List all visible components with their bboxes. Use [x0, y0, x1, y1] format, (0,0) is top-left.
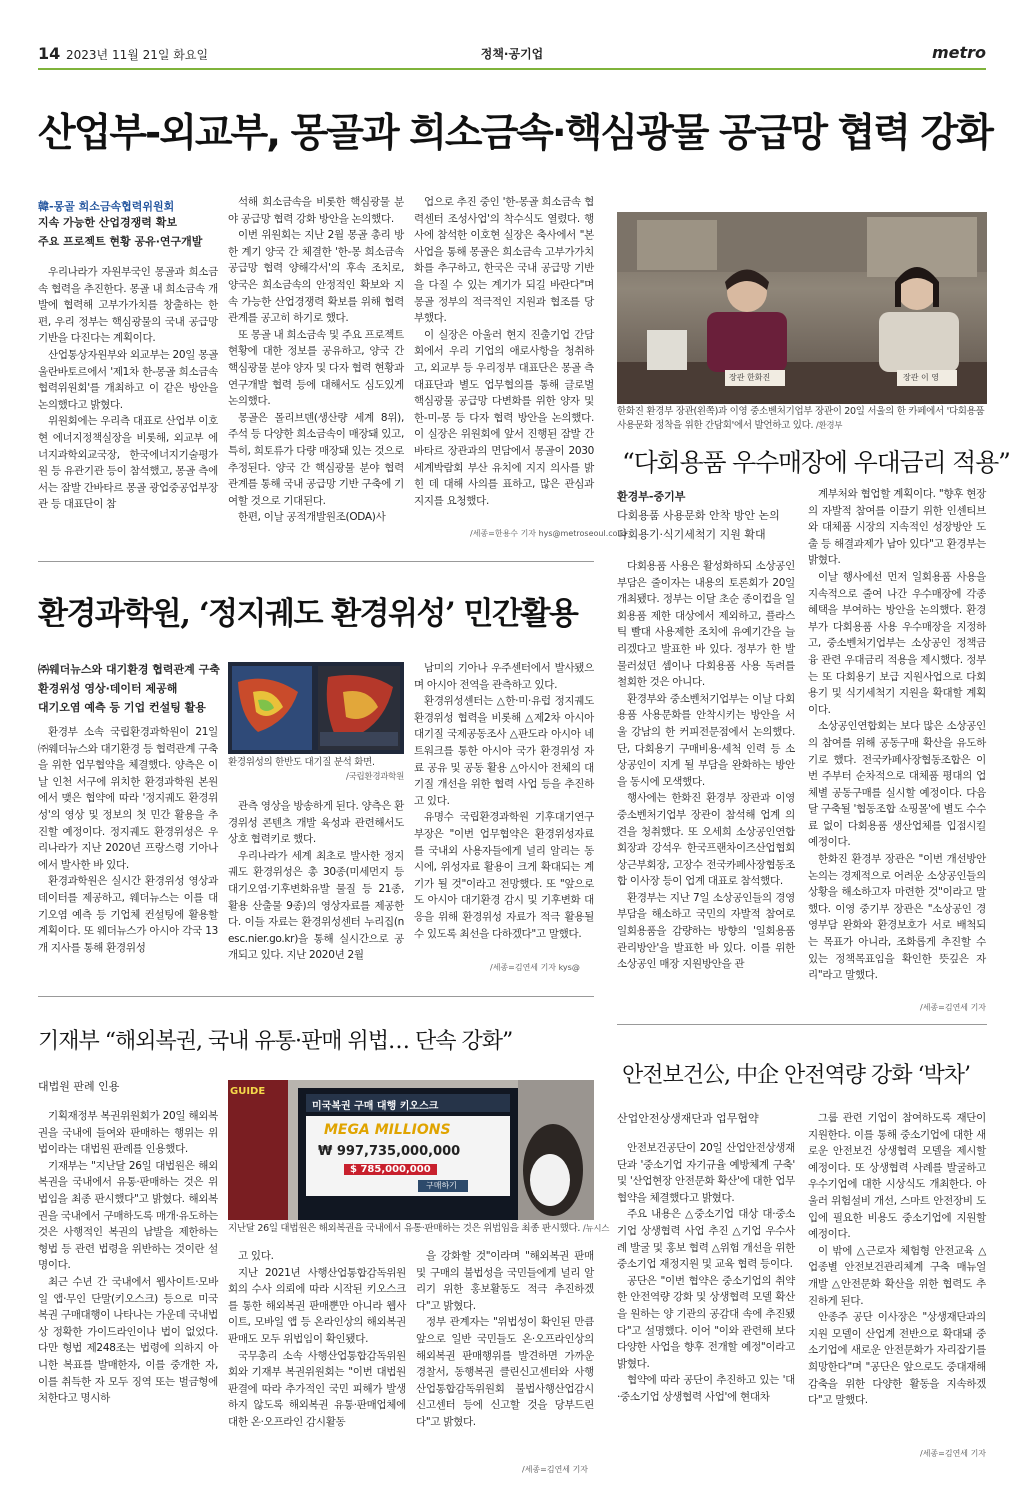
article5-sub1: 산업안전상생재단과 업무협약	[617, 1112, 759, 1125]
issue-date: 2023년 11월 21일 화요일	[66, 48, 209, 62]
page-header	[38, 40, 986, 70]
meeting-photo	[617, 212, 987, 404]
article3-headline: 환경과학원, ‘정지궤도 환경위성’ 민간활용	[38, 596, 578, 632]
article1-kicker: 韓-몽골 희소금속협력위원회	[38, 200, 175, 213]
article1-col2: 석해 희소금속을 비롯한 핵심광물 분야 공급망 협력 강화 방안을 논의했다. 이번 위원회는 지난 2월 몽골 총리 방한 계기 양국 간 체결한 '한-몽 희소금속 공급망 협력 양해각서'의 후속 조치로, 양국은 희소금속의 안정적인 확보와 지속 가능한 산업경쟁력 확보를 위해 협력 관계를 공고히 하기로 했다. 또 몽골 내 희소금속 및 주요 프로젝트 현황에 대한 정보를 공유하고, 양국 간 핵심광물 분야 양자 및 다자 협력 현황과 연구개발 협력 등에 대해서도 심도있게 논의했다. 몽골은 몰리브덴(생산량 세계 8위), 주석 등 다양한 희소금속이 매장돼 있고, 특히, 희토류가 다량 매장돼 있는 것으로 추정된다. 양국 간 핵심광물 분야 협력 관계를 통해 국내 공급망 기반 구축에 기여할 것으로 기대된다. 한편, 이날 공적개발원조(ODA)사	[228, 196, 404, 524]
nameplate-right: 장관 이 영	[903, 373, 939, 382]
article4-sub1: 대법원 판례 인용	[38, 1080, 120, 1093]
page-number: 14	[38, 44, 61, 63]
lottery-kiosk-photo	[228, 1080, 594, 1220]
lotto-brand: MEGA MILLIONS	[324, 1122, 451, 1138]
article1-byline: /세종=한용수 기자 hys@metroseoul.co.kr	[470, 529, 628, 538]
nameplate-left: 장관 한화진	[729, 373, 771, 382]
article3-col2: 관측 영상을 방송하게 된다. 양측은 환경위성 콘텐츠 개발 육성과 관련해서도 상호 협력키로 했다. 우리나라가 세계 최초로 발사한 정지궤도 환경위성은 총 30종(미세먼지 등 대기오염·기후변화유발 물질 등 21종, 활용 산출물 9종)의 영상자료를 제공한다. 이들 자료는 환경위성센터 누리집(nesc.nier.go.kr)을 통해 실시간으로 공개되고 있다. 지난 2020년 2월	[228, 800, 404, 962]
article1-headline: 산업부-외교부, 몽골과 희소금속·핵심광물 공급망 협력 강화	[38, 111, 992, 156]
buy-button-label: 구매하기	[426, 1181, 457, 1190]
photo3-credit: /뉴시스	[582, 1224, 610, 1234]
article5-byline: /세종=김연세 기자	[920, 1449, 987, 1458]
sign-kiosk: 미국복권 구매 대행 키오스크	[312, 1101, 439, 1112]
article3-col1: 환경부 소속 국립환경과학원이 21일 ㈜웨더뉴스와 대기환경 등 협력관계 구축을 위한 업무협약을 체결했다. 양측은 이날 인천 서구에 위치한 환경과학원 본원에서 맺은 협약에 따라 '정지궤도 환경위성'의 영상 및 정보의 첫 민간 활용을 추진할 예정이다. 정지궤도 환경위성은 우리나라가 지난 2020년 프랑스령 기아나에서 발사한 바 있다. 환경과학원은 실시간 환경위성 영상과 데이터를 제공하고, 웨더뉴스는 이를 대기오염 예측 등 기업체 컨설팅에 활용할 계획이다. 또 웨더뉴스가 아시아 각국 13개 지사를 통해 환경위성	[38, 726, 218, 954]
article3-byline: /세종=김연세 기자 kys@	[490, 963, 580, 972]
article2-headline: “다회용품 우수매장에 우대금리 적용”	[622, 448, 1010, 477]
article2-sub1: 다회용품 사용문화 안착 방안 논의	[617, 509, 780, 522]
article3-sub2: 대기오염 예측 등 기업 컨설팅 활용	[38, 701, 206, 714]
article5-col2: 그룹 관련 기업이 참여하도록 재단이 지원한다. 이를 통해 중소기업에 대한 새로운 안전보건 상생협력 모델을 제시할 예정이다. 또 상생협력 사례를 발굴하고 우수기업에 대한 시상식도 개최한다. 아울러 위험설비 개선, 스마트 안전장비 도입에 필요한 비용도 중소기업에 지원할 예정이다. 이 밖에 △근로자 체험형 안전교육 △업종별 안전보건관리체계 구축 매뉴얼 개발 △안전문화 확산을 위한 협력도 추진하게 된다. 안종주 공단 이사장은 "상생재단과의 지원 모델이 산업계 전반으로 확대돼 중소기업에 새로운 안전문화가 자리잡기를 희망한다"며 "공단은 앞으로도 중대재해 감축을 위한 다양한 활동을 지속하겠다"고 말했다.	[808, 1112, 986, 1407]
article2-col1: 다회용품 사용은 활성화하되 소상공인 부담은 줄이자는 내용의 토론회가 20일 개최됐다. 정부는 이달 초순 종이컵을 일회용품 제한 대상에서 제외하고, 플라스틱 빨대 사용제한 조치에 유예기간을 늘리겠다고 발표한 바 있다. 정부가 한 발 물러섰던 셈이나 다회용품 사용 독려를 철회한 것은 아니다. 환경부와 중소벤처기업부는 이날 다회용품 사용문화를 안착시키는 방안을 서울 강남의 한 커피전문점에서 논의했다. 단, 다회용기 구매비용·세척 인력 등 소상공인이 지게 될 부담을 완화하는 방안을 동시에 모색했다. 행사에는 한화진 환경부 장관과 이영 중소벤처기업부 장관이 참석해 업계 의견을 청취했다. 또 오세희 소상공인연합회장과 강석우 한국프랜차이즈산업협회 상근부회장, 고장수 전국카페사장협동조합 이사장 등이 업계 대표로 참석했다. 환경부는 지난 7일 소상공인들의 경영부담을 해소하고 국민의 자발적 참여로 일회용품을 감량하는 방향의 '일회용품 관리방안'을 발표한 바 있다. 이를 위한 소상공인 매장 지원방안을 관	[617, 560, 795, 971]
article1-sub1: 지속 가능한 산업경쟁력 확보	[38, 216, 177, 229]
photo3-caption: 지난달 26일 대법원은 해외복권을 국내에서 유통·판매하는 것은 위법임을 최종 판시했다. /뉴시스	[228, 1223, 610, 1234]
article2-kicker: 환경부-중기부	[617, 490, 686, 503]
article4-byline: /세종=김연세 기자	[522, 1465, 589, 1474]
sign-guide: GUIDE	[230, 1086, 266, 1097]
photo2-caption: 환경위성의 한반도 대기질 분석 화면. /국립환경과학원	[228, 757, 404, 782]
article4-col1: 기획재정부 복권위원회가 20일 해외복권을 국내에 들여와 판매하는 행위는 위법이라는 대법원 판례를 인용했다. 기재부는 "지난달 26일 대법원은 해외복권을 국내에서 유통·판매하는 것은 위법임을 최종 판시했다"고 밝혔다. 해외복권을 국내에서 구매하도록 매개·유도하는 것은 사행적인 복권의 남발을 제한하는 형법 등 관련 법령을 위반하는 것이란 설명이다. 최근 수년 간 국내에서 웹사이트·모바일 앱·무인 단말(키오스크) 등으로 미국 복권 구매대행이 나타나는 가운데 국내법상 정확한 가이드라인이나 법이 없었다. 다만 형법 제248조는 법령에 의하지 아니한 복표를 발매한자, 이를 중개한 자, 이를 취득한 자 모두 징역 또는 벌금형에 처한다고 명시하	[38, 1110, 218, 1405]
satellite-photo	[228, 662, 404, 754]
section-name: 정책·공기업	[480, 47, 544, 61]
photo2-credit: /국립환경과학원	[346, 772, 404, 782]
metro-logo: metro	[931, 43, 986, 62]
satellite-map-illustration	[228, 662, 404, 754]
jackpot-usd: $ 785,000,000	[344, 1164, 437, 1175]
article2-sub2: 다회용기·식기세척기 지원 확대	[617, 528, 766, 541]
photo1-caption: 한화진 환경부 장관(왼쪽)과 이영 중소벤처기업부 장관이 20일 서울의 한 카페에서 '다회용품 사용문화 정착을 위한 간담회'에서 발언하고 있다. /환경부	[617, 406, 985, 431]
article5-col1: 안전보건공단이 20일 산업안전상생재단과 '중소기업 자기규율 예방체계 구축' 및 '산업현장 안전문화 확산'에 대한 업무협약을 체결했다고 밝혔다. 주요 내용은 △중소기업 대상 대·중소기업 상생협력 사업 추진 △기업 우수사례 발굴 및 홍보 협력 △위험 개선을 위한 중소기업 재정지원 및 교육 협력 등이다. 공단은 "이번 협약은 중소기업의 취약한 안전역량 강화 및 상생협력 모델 확산을 원하는 양 기관의 공감대 속에 추진됐다"고 설명했다. 이어 "이와 관련해 보다 다양한 사업을 향후 전개할 예정"이라고 밝혔다. 협약에 따라 공단이 추진하고 있는 '대·중소기업 상생협력 사업'에 현대차	[617, 1142, 795, 1403]
article3-sub1: 환경위성 영상·데이터 제공해	[38, 682, 178, 695]
article4-col3: 을 강화할 것"이라며 "해외복권 판매 및 구매의 불법성을 국민들에게 널리 알리기 위한 홍보활동도 적극 추진하겠다"고 밝혔다. 정부 관계자는 "위법성이 확인된 만큼 앞으로 일반 국민들도 온·오프라인상의 해외복권 판매행위를 발견하면 가까운 경찰서, 동행복권 클린신고센터와 사행산업통합감독위원회 불법사행산업감시신고센터 등에 신고할 것을 당부드린다"고 밝혔다.	[416, 1250, 594, 1428]
divider	[38, 561, 594, 562]
article1-col3: 업으로 추진 중인 '한-몽골 희소금속 협력센터 조성사업'의 착수식도 열렸다. 행사에 참석한 이호현 실장은 축사에서 "본 사업을 통해 몽골은 희소금속 고부가가치화를 추구하고, 한국은 국내 공급망 기반을 다질 수 있는 계기가 되길 바란다"며 몽골 정부의 적극적인 지원과 협조를 당부했다. 이 실장은 아울러 현지 진출기업 간담회에서 우리 기업의 애로사항을 청취하고, 외교부 등 우리정부 대표단은 몽골 측 대표단과 별도 업무협의를 통해 글로벌 핵심광물 공급망 다변화를 위한 양자 및 한-미-몽 등 다자 협력 방안을 논의했다. 이 실장은 위원회에 앞서 진행된 잠발 간바타르 장관과의 면담에서 몽골이 2030 세계박람회 부산 유치에 지지 의사를 밝힌 데 대해 사의를 표하고, 많은 관심과 지지를 요청했다.	[414, 196, 594, 507]
article2-col2: 계부처와 협업할 계획이다. "향후 현장의 자발적 참여를 이끌기 위한 인센티브와 대체품 시장의 지속적인 성장방안 도출 등 해결과제가 남아 있다"고 환경부는 밝혔다. 이날 행사에선 먼저 일회용품 사용을 지속적으로 줄여 나간 우수매장에 각종 혜택을 부여하는 방안을 논의했다. 환경부가 다회용품 사용 우수매장을 지정하고, 중소벤처기업부는 소상공인 정책금융 관련 우대금리 적용을 제시했다. 정부는 또 다회용기 보급 지원사업으로 다회용기 및 식기세척기 지원을 확대할 계획이다. 소상공인연합회는 보다 많은 소상공인의 참여를 위해 공동구매 확산을 유도하기로 했다. 전국카페사장협동조합은 이번 주부터 순차적으로 대체품 평대의 업체별 공동구매를 실시할 예정이다. 다음 달 구축될 '협동조합 쇼핑몰'에 별도 수수료 없이 다회용품 생산업체를 입점시킬 예정이다. 한화진 환경부 장관은 "이번 개선방안 논의는 경제적으로 어려운 소상공인들의 상황을 해소하고자 마련한 것"이라고 말했다. 이영 중기부 장관은 "소상공인 경영부담 완화와 환경보호가 서로 배척되는 목표가 아니라, 조화롭게 추진할 수 있는 정책목표임을 확인한 뜻깊은 자리"라고 말했다.	[808, 488, 986, 982]
article1-col1: 우리나라가 자원부국인 몽골과 희소금속 협력을 추진한다. 몽골 내 희소금속 개발에 협력해 고부가가치를 창출하는 한편, 우리 정부는 핵심광물의 국내 공급망 기반을 다진다는 계획이다. 산업통상자원부와 외교부는 20일 몽골 울란바토르에서 '제1차 한-몽골 희소금속협력위원회'를 개최하고 이 같은 방안을 논의했다고 밝혔다. 위원회에는 우리측 대표로 산업부 이호현 에너지정책실장을 비롯해, 외교부 에너지과학외교국장, 한국에너지기술평가원 등 유관기관 등이 참석했고, 몽골 측에서는 잠발 간바타르 몽골 광업중공업부장관 등 대표단이 참	[38, 266, 218, 511]
jackpot-krw: ₩ 997,735,000,000	[318, 1144, 461, 1159]
article3-col3: 남미의 기아나 우주센터에서 발사됐으며 아시아 전역을 관측하고 있다. 환경위성센터는 △한·미·유럽 정지궤도 환경위성 협력을 비롯해 △제2차 아시아 대기질 국제공동조사 △판도라 아시아 네트워크를 통한 아시아 국가 환경위성 자료 공유 및 공동 활용 △아시아 전체의 대기질 개선을 위한 협력 사업 등을 추진하고 있다. 유명수 국립환경과학원 기후대기연구부장은 "이번 업무협약은 환경위성자료를 국내외 사용자들에게 널리 알리는 동시에, 위성자료 활용이 크게 확대되는 계기가 될 것"이라고 전망했다. 또 "앞으로도 아시아 대기환경 감시 및 기후변화 대응을 위해 환경위성 자료가 적극 활용될 수 있도록 최선을 다하겠다"고 말했다.	[414, 662, 594, 940]
article4-col2: 고 있다. 지난 2021년 사행산업통합감독위원회의 수사 의뢰에 따라 시작된 키오스크를 통한 해외복권 판매뿐만 아니라 웹사이트, 모바일 앱 등 온라인상의 해외복권 판매도 모두 위법임이 확인됐다. 국무총리 소속 사행산업통합감독위원회와 기재부 복권위원회는 "이번 대법원 판결에 따라 추가적인 국민 피해가 발생하지 않도록 해외복권 유통·판매업체에 대한 온·오프라인 감시활동	[228, 1250, 406, 1428]
article4-headline: 기재부 “해외복권, 국내 유통·판매 위법… 단속 강화”	[38, 1029, 513, 1054]
article3-kicker: ㈜웨더뉴스와 대기환경 협력관계 구축	[38, 663, 220, 676]
divider	[617, 1024, 987, 1025]
article2-byline: /세종=김연세 기자	[920, 1003, 987, 1012]
divider	[38, 996, 594, 997]
article5-headline: 안전보건公, 中企 안전역량 강화 ‘박차’	[622, 1063, 970, 1088]
photo1-credit: /환경부	[815, 421, 843, 431]
article1-sub2: 주요 프로젝트 현황 공유·연구개발	[38, 235, 203, 248]
